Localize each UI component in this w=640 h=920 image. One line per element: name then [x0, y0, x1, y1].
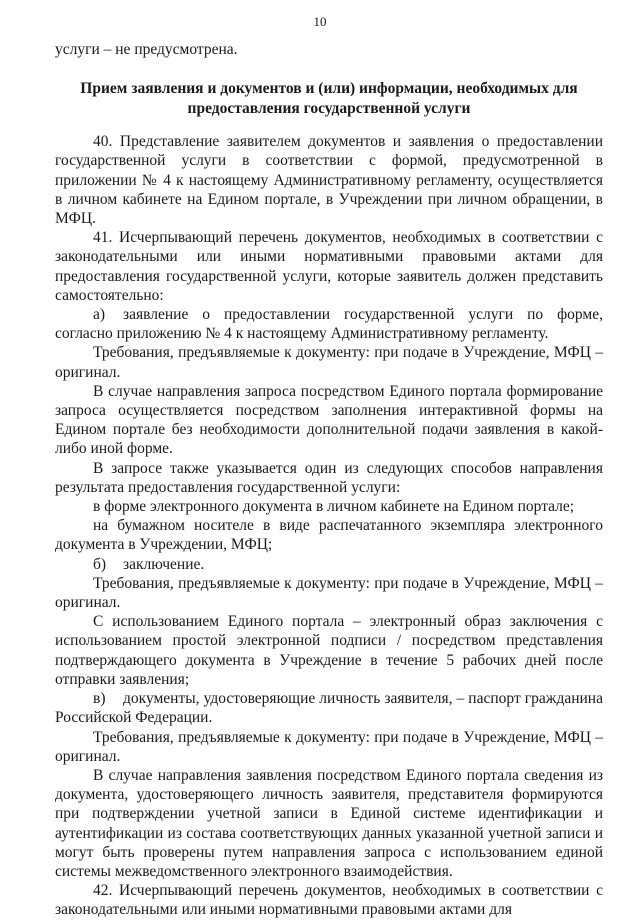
document-body [55, 40, 603, 920]
paragraph-40: 40. Представление заявителем документов и заявления о предоставлении государственной услуги в соответствии с формой, предусмотренной в приложении № 4 к настоящему Административному регламенту, осуществляется в личном кабинете на Едином портале, в Учреждении при личном обращении, в МФЦ. [55, 133, 603, 228]
list-item-b-text: заключение. [123, 555, 205, 573]
page-number: 10 [313, 14, 327, 29]
list-marker-a: а) [93, 306, 106, 324]
list-item-c [55, 689, 603, 727]
requirements-b: Требования, предъявляемые к документу: при подаче в Учреждение, МФЦ – оригинал. [55, 574, 603, 612]
list-marker-c: в) [93, 690, 106, 708]
delivery-methods-intro: В запросе также указывается один из следующих способов направления результата предоставления государственной услуги: [55, 459, 603, 496]
section-heading: Прием заявления и документов и (или) информации, необходимых для предоставления государственной услуги [80, 80, 578, 117]
list-item-c-text: документы, удостоверяющие личность заявителя, – паспорт гражданина Российской Федерации. [55, 690, 603, 727]
paragraph-41: 41. Исчерпывающий перечень документов, необходимых в соответствии с законодательными или иными нормативными правовыми актами для предоставления государственной услуги, которые заявитель должен представить самостоятельно: [55, 229, 603, 304]
delivery-method-electronic: в форме электронного документа в личном кабинете на Едином портале; [93, 498, 575, 516]
list-item-b [55, 555, 603, 574]
requirements-c: Требования, предъявляемые к документу: при подаче в Учреждение, МФЦ – оригинал. [55, 728, 603, 765]
lead-line: услуги – не предусмотрена. [55, 41, 238, 58]
portal-b-paragraph: С использованием Единого портала – электронный образ заключения с использованием простой электронной подписи / посредством представления подтверждающего документа в Учреждение в течение 5 рабочих дней после отправки заявления; [55, 613, 603, 688]
list-item-a [55, 305, 603, 343]
list-item-a-text: заявление о предоставлении государственной услуги по форме, согласно приложению № 4 к настоящему Административному регламенту. [55, 306, 603, 343]
requirements-a: Требования, предъявляемые к документу: при подаче в Учреждение, МФЦ – оригинал. [55, 344, 603, 381]
portal-form-paragraph: В случае направления запроса посредством Единого портала формирование запроса осуществляется посредством заполнения интерактивной формы на Едином портале без необходимости дополнительной подачи заявления в какой-либо иной форме. [55, 382, 603, 458]
list-marker-b: б) [93, 555, 107, 573]
portal-c-paragraph: В случае направления заявления посредством Единого портала сведения из документа, удостоверяющего личность заявителя, представителя формируются при подтверждении учетной записи в Единой системе идентификации и аутентификации из состава соответствующих данных указанной учетной записи и могут быть проверены путем направления запроса с использованием единой системы межведомственного электронного взаимодействия. [55, 766, 603, 880]
paragraph-42: 42. Исчерпывающий перечень документов, необходимых в соответствии с законодательными или иными нормативными правовыми актами для [55, 882, 603, 919]
delivery-method-paper: на бумажном носителе в виде распечатанного экземпляра электронного документа в Учреждении, МФЦ; [55, 517, 603, 554]
